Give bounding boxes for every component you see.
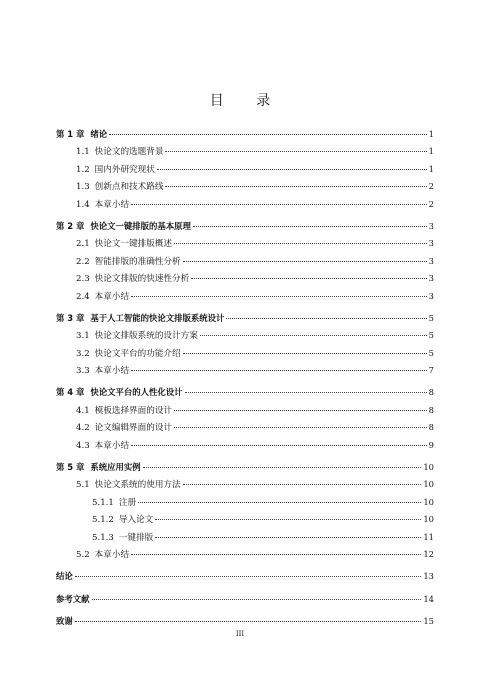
toc-leader-dots: [183, 353, 427, 354]
toc-entry[interactable]: [56, 310, 434, 327]
toc-entry-label: 快论文系统的使用方法: [94, 480, 181, 491]
toc-entry-label: 一键排版: [118, 532, 154, 543]
toc-leader-dots: [157, 169, 427, 170]
toc-entry-page: 10: [423, 496, 434, 507]
page-number-footer: III: [235, 630, 245, 638]
toc-leader-dots: [92, 599, 422, 600]
toc-leader-dots: [155, 537, 421, 538]
toc-entry-page: 11: [423, 531, 434, 542]
toc-entry-page: 5: [428, 347, 434, 358]
toc-entry-number: 1.2: [76, 164, 90, 175]
toc-entry-number: 5.1.3: [92, 532, 114, 543]
toc-entry-number: 5.2: [76, 549, 90, 560]
toc-entry-page: 1: [428, 163, 434, 174]
toc-entry-number: 2.2: [76, 256, 90, 267]
toc-entry-page: 5: [428, 330, 434, 341]
toc-entry-number: 3.3: [76, 366, 90, 377]
toc-entry-page: 7: [428, 365, 434, 376]
toc-leader-dots: [193, 226, 427, 227]
toc-entry[interactable]: [56, 126, 434, 143]
toc-entry[interactable]: [56, 270, 434, 287]
table-of-contents: [56, 126, 434, 631]
toc-entry-label: 本章小结: [94, 440, 130, 451]
toc-entry-page: 9: [428, 439, 434, 450]
toc-entry-page: 5: [428, 312, 434, 323]
toc-entry-page: 3: [428, 273, 434, 284]
toc-entry[interactable]: [56, 402, 434, 419]
toc-entry-number: 第 5 章: [56, 462, 85, 473]
toc-entry-label: 注册: [118, 497, 137, 508]
toc-entry-page: 12: [423, 548, 434, 559]
toc-entry[interactable]: [56, 235, 434, 252]
toc-entry-label: 快论文平台的功能介绍: [94, 348, 181, 359]
toc-entry[interactable]: [56, 591, 434, 608]
toc-entry[interactable]: [56, 529, 434, 546]
page-title: 目 录: [209, 93, 285, 109]
toc-entry[interactable]: [56, 568, 434, 585]
toc-entry-label: 快论文平台的人性化设计: [90, 387, 183, 398]
toc-entry-number: 3.1: [76, 331, 90, 342]
toc-entry-label: 本章小结: [94, 549, 130, 560]
toc-entry-label: 参考文献: [56, 593, 90, 604]
toc-entry[interactable]: [56, 288, 434, 305]
toc-entry-number: 5.1.1: [92, 497, 114, 508]
toc-entry[interactable]: [56, 345, 434, 362]
toc-entry-label: 绪论: [90, 129, 108, 139]
toc-entry-number: 4.3: [76, 440, 90, 451]
toc-leader-dots: [75, 621, 422, 622]
toc-entry[interactable]: [56, 178, 434, 195]
toc-entry-page: 10: [423, 462, 434, 473]
toc-leader-dots: [131, 370, 427, 371]
toc-entry-number: 第 3 章: [56, 312, 85, 323]
toc-entry-page: 8: [428, 404, 434, 415]
toc-leader-dots: [155, 519, 421, 520]
toc-entry-page: 13: [423, 571, 434, 582]
toc-leader-dots: [174, 410, 427, 411]
toc-leader-dots: [131, 445, 427, 446]
toc-entry-page: 2: [428, 181, 434, 192]
toc-entry-page: 3: [428, 220, 434, 231]
toc-entry-number: 4.1: [76, 405, 90, 416]
toc-entry-number: 第 2 章: [56, 220, 85, 231]
toc-entry-number: 第 1 章: [56, 129, 85, 139]
toc-entry-label: 模板选择界面的设计: [94, 405, 173, 416]
toc-leader-dots: [226, 318, 426, 319]
toc-entry-label: 本章小结: [94, 366, 130, 377]
toc-entry-label: 系统应用实例: [90, 462, 141, 473]
toc-leader-dots: [183, 484, 422, 485]
toc-entry-label: 致谢: [56, 616, 73, 627]
toc-leader-dots: [131, 296, 427, 297]
toc-entry-label: 快论文一键排版的基本原理: [90, 220, 191, 231]
toc-leader-dots: [183, 261, 427, 262]
toc-leader-dots: [138, 502, 421, 503]
toc-leader-dots: [143, 467, 422, 468]
toc-entry[interactable]: [56, 196, 434, 213]
toc-entry-number: 2.3: [76, 274, 90, 285]
toc-entry-label: 快论文一键排版概述: [94, 239, 173, 250]
toc-leader-dots: [131, 204, 427, 205]
toc-entry[interactable]: [56, 253, 434, 270]
toc-entry-label: 创新点和技术路线: [94, 182, 164, 193]
toc-entry[interactable]: [56, 161, 434, 178]
toc-entry-label: 本章小结: [94, 199, 130, 210]
toc-entry-page: 1: [428, 146, 434, 157]
toc-entry[interactable]: [56, 327, 434, 344]
toc-entry-label: 结论: [56, 571, 73, 582]
toc-entry-label: 基于人工智能的快论文排版系统设计: [90, 312, 225, 323]
toc-entry-label: 本章小结: [94, 291, 130, 302]
toc-entry-page: 14: [423, 593, 434, 604]
toc-entry-number: 5.1.2: [92, 515, 114, 526]
toc-entry[interactable]: [56, 218, 434, 235]
toc-leader-dots: [174, 427, 427, 428]
toc-entry-page: 10: [423, 514, 434, 525]
toc-entry-number: 2.1: [76, 239, 90, 250]
toc-entry-label: 快论文的选题背景: [94, 147, 164, 158]
toc-entry[interactable]: [56, 362, 434, 379]
toc-entry-page: 2: [428, 198, 434, 209]
toc-entry[interactable]: [56, 437, 434, 454]
toc-entry-page: 15: [423, 616, 434, 627]
toc-entry-label: 快论文排版系统的设计方案: [94, 331, 198, 342]
toc-entry[interactable]: [56, 384, 434, 401]
toc-entry-label: 快论文排版的快速性分析: [94, 274, 190, 285]
toc-leader-dots: [131, 554, 421, 555]
toc-leader-dots: [109, 134, 426, 135]
toc-leader-dots: [165, 151, 426, 152]
toc-entry[interactable]: [56, 459, 434, 476]
toc-leader-dots: [75, 576, 422, 577]
toc-leader-dots: [165, 186, 426, 187]
toc-entry-page: 1: [428, 129, 434, 139]
toc-entry-number: 1.1: [76, 147, 90, 158]
toc-entry-label: 导入论文: [118, 515, 154, 526]
toc-leader-dots: [185, 392, 427, 393]
toc-entry[interactable]: [56, 419, 434, 436]
toc-entry-number: 4.2: [76, 423, 90, 434]
toc-leader-dots: [191, 278, 426, 279]
toc-entry-number: 3.2: [76, 348, 90, 359]
toc-entry-number: 1.4: [76, 199, 90, 210]
toc-entry-label: 论文编辑界面的设计: [94, 423, 173, 434]
toc-entry[interactable]: [56, 546, 434, 563]
toc-leader-dots: [200, 335, 427, 336]
toc-entry-page: 10: [423, 479, 434, 490]
toc-entry-label: 智能排版的准确性分析: [94, 256, 181, 267]
toc-entry[interactable]: [56, 143, 434, 160]
toc-entry-page: 8: [428, 422, 434, 433]
toc-entry-label: 国内外研究现状: [94, 164, 155, 175]
toc-entry-number: 5.1: [76, 480, 90, 491]
toc-entry-page: 8: [428, 387, 434, 398]
toc-entry-page: 3: [428, 290, 434, 301]
toc-entry-number: 1.3: [76, 182, 90, 193]
toc-entry-page: 3: [428, 255, 434, 266]
toc-leader-dots: [174, 243, 427, 244]
toc-entry[interactable]: [56, 494, 434, 511]
toc-entry-number: 第 4 章: [56, 387, 85, 398]
toc-entry[interactable]: [56, 476, 434, 493]
toc-entry[interactable]: [56, 511, 434, 528]
toc-entry[interactable]: [56, 613, 434, 630]
toc-entry-number: 2.4: [76, 291, 90, 302]
toc-entry-page: 3: [428, 238, 434, 249]
